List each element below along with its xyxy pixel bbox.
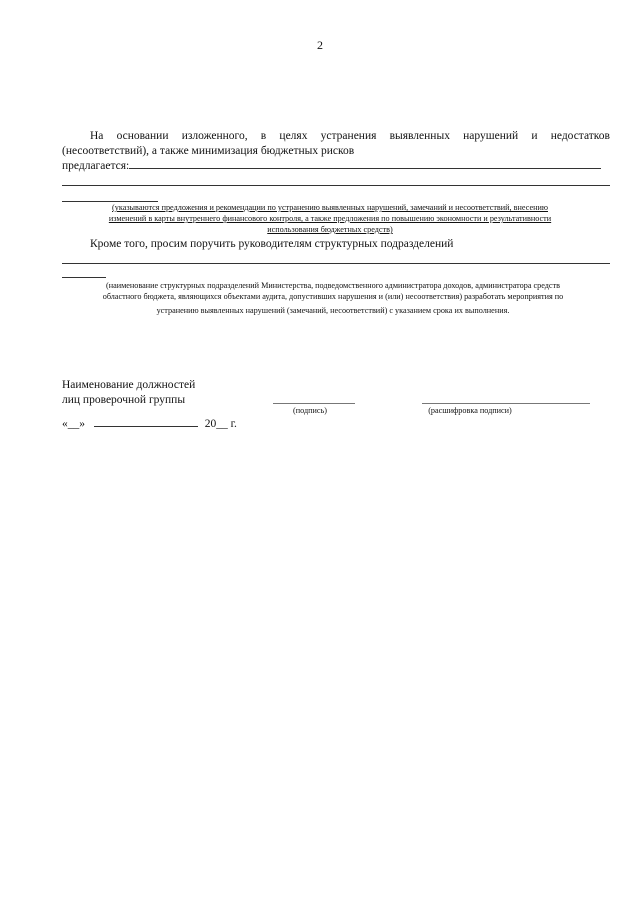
units-note-line-2: областного бюджета, являющихся объектами аудита, допустивших нарушения и (или) несоответствия) разработать мероприятия по <box>102 292 564 301</box>
request-text: Кроме того, просим поручить руководителям структурных подразделений <box>90 238 454 250</box>
date-line <box>62 417 237 432</box>
units-note-line-1: (наименование структурных подразделений Министерства, подведомственного администратора доходов, администратора средств <box>105 281 561 290</box>
proposals-note <box>40 202 620 235</box>
date-month-line <box>94 426 198 427</box>
units-blank-line <box>62 263 610 264</box>
intro-line-1: На основании изложенного, в целях устранения выявленных нарушений и недостатков <box>90 130 610 142</box>
decoding-caption: (расшифровка подписи) <box>428 406 512 415</box>
signature-caption: (подпись) <box>293 406 327 415</box>
date-day: «__» <box>62 418 85 430</box>
date-year: 20__ г. <box>204 418 237 430</box>
intro-line-2: (несоответствий), а также минимизация бюджетных рисков <box>62 145 355 157</box>
proposed-label: предлагается: <box>62 159 610 174</box>
proposed-fill-line <box>129 168 601 169</box>
signature-line <box>273 403 355 404</box>
position-title-1: Наименование должностей <box>62 379 196 391</box>
decoding-line <box>422 403 590 404</box>
proposal-blank-line <box>62 185 610 186</box>
proposals-note-line-2: изменений в карты внутреннего финансового контроля, а также предложения по повышению экономности и результативности <box>108 214 552 223</box>
position-title-2: лиц проверочной группы <box>62 394 186 406</box>
proposals-note-line-3: использования бюджетных средств) <box>267 225 393 234</box>
units-note-line-3: устранению выявленных нарушений (замечаний, несоответствий) с указанием срока их выполнения. <box>156 306 510 315</box>
page-number: 2 <box>317 38 323 52</box>
units-footnote-rule <box>62 277 106 278</box>
units-note <box>50 280 616 316</box>
proposals-note-line-1: (указываются предложения и рекомендации по устранению выявленных нарушений, замечаний и несоответствий, внесению <box>112 203 548 212</box>
